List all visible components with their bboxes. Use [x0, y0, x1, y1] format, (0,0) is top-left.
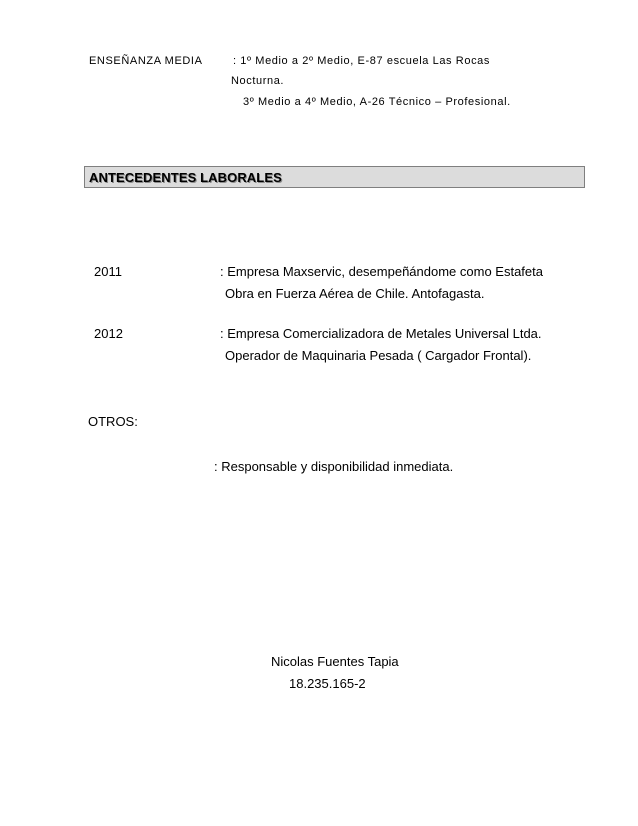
- education-line-3: 3º Medio a 4º Medio, A-26 Técnico – Profesional.: [243, 96, 511, 108]
- education-label: ENSEÑANZA MEDIA: [89, 55, 203, 67]
- others-text: : Responsable y disponibilidad inmediata.: [214, 459, 454, 474]
- education-line-1: : 1º Medio a 2º Medio, E-87 escuela Las Rocas: [233, 55, 490, 67]
- section-title: ANTECEDENTES LABORALES: [89, 170, 282, 185]
- signature-name: Nicolas Fuentes Tapia: [271, 654, 399, 669]
- work-entry-2-line-2: Operador de Maquinaria Pesada ( Cargador Frontal).: [225, 348, 532, 363]
- work-entry-1-line-1: : Empresa Maxservic, desempeñándome como Estafeta: [220, 264, 543, 279]
- others-label: OTROS:: [88, 414, 138, 429]
- section-header-work: [84, 166, 585, 188]
- signature-id: 18.235.165-2: [289, 676, 366, 691]
- work-entry-2-line-1: : Empresa Comercializadora de Metales Universal Ltda.: [220, 326, 542, 341]
- education-line-2: Nocturna.: [231, 75, 285, 87]
- work-entry-1-line-2: Obra en Fuerza Aérea de Chile. Antofagasta.: [225, 286, 485, 301]
- work-year-2012: 2012: [94, 326, 123, 341]
- work-year-2011: 2011: [94, 264, 122, 279]
